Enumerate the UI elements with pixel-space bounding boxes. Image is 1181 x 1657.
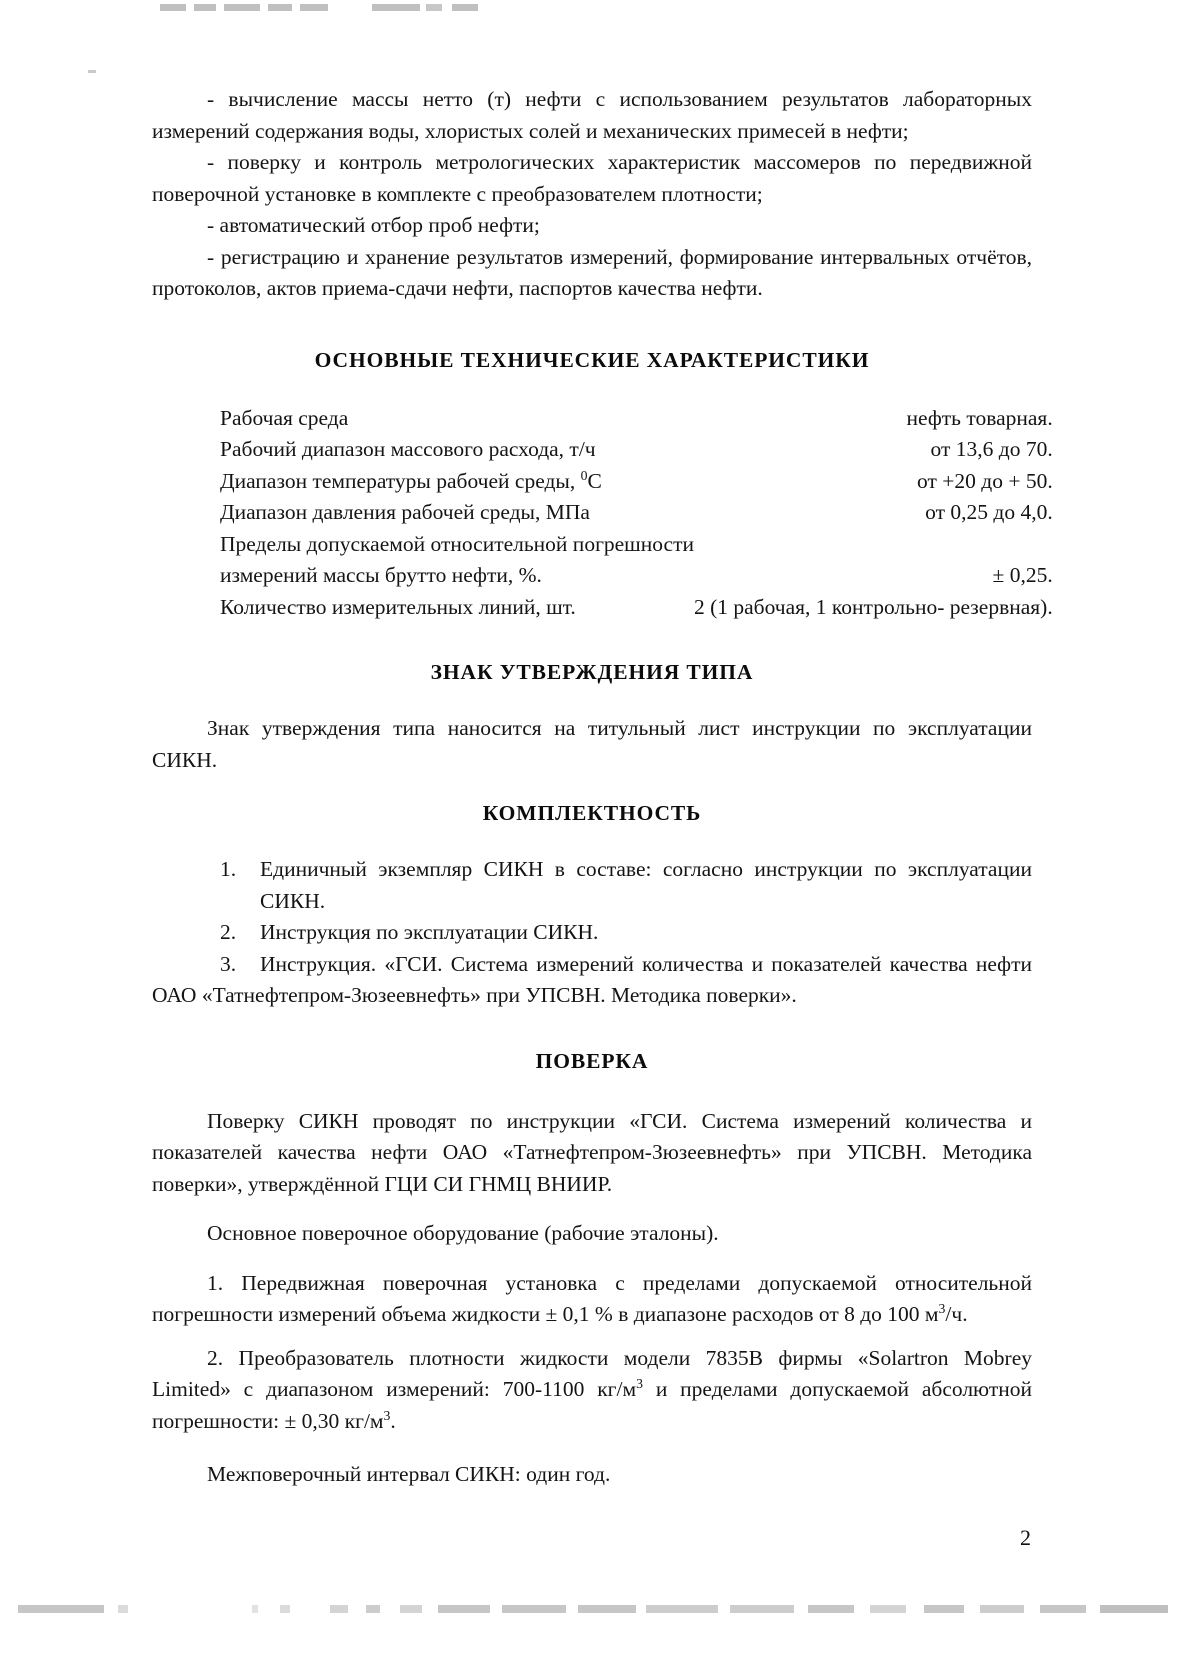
bullet-item-net-mass-calculation: - вычисление массы нетто (т) нефти с использованием результатов лабораторных измерений содержания воды, хлористых солей и механических примесей в нефти; — [152, 87, 1032, 143]
list-item-text-rest: ОАО «Татнефтепром-Зюзеевнефть» при УПСВН. Методика поверки». — [152, 983, 797, 1007]
paragraph-verification-instruction: Поверку СИКН проводят по инструкции «ГСИ. Система измерений количества и показателей качества нефти ОАО «Татнефтепром-Зюзеевнефть» при УПСВН. Методика поверки», утверждённой ГЦИ СИ ГНМЦ ВНИИР. — [152, 1108, 1032, 1196]
list-item-number: 2. — [220, 920, 237, 944]
spec-name-temperature-unit: С — [587, 468, 602, 493]
spec-name-temperature-range — [152, 466, 694, 498]
spec-name-mass-flow-range: Рабочий диапазон массового расхода, т/ч — [220, 437, 596, 461]
table-row — [152, 592, 1055, 624]
list-item-text: Инструкция по эксплуатации СИКН. — [260, 920, 599, 944]
verification-item-2-text-part2: и пределами допускаемой абсолютной погрешности: ± 0,30 кг/м — [152, 1377, 1032, 1433]
scan-artifact-bottom-edge — [18, 1605, 1168, 1613]
list-item-number: 1. — [220, 857, 237, 881]
bullet-item-verification-control: - поверку и контроль метрологических характеристик массомеров по передвижной поверочной установке в комплекте с преобразователем плотности; — [152, 150, 1032, 206]
degree-superscript: 0 — [580, 467, 588, 483]
heading-completeness: КОМПЛЕКТНОСТЬ — [482, 801, 702, 825]
table-row — [152, 434, 1055, 466]
table-row — [152, 560, 1055, 592]
bullet-item-automatic-sampling: - автоматический отбор проб нефти; — [207, 213, 540, 237]
bullet-item-registration-storage: - регистрацию и хранение результатов измерений, формирование интервальных отчётов, протоколов, актов приема-сдачи нефти, паспортов качества нефти. — [152, 244, 1032, 300]
spec-value-measuring-lines-count: 2 (1 рабочая, 1 контрольно- резервная). — [693, 594, 1053, 619]
completeness-list — [152, 854, 1032, 1012]
table-row — [152, 497, 1055, 529]
list-item-number: 3. — [220, 951, 237, 976]
spec-name-working-medium: Рабочая среда — [220, 405, 349, 430]
verification-item-1-text: 1. Передвижная поверочная установка с пределами допускаемой относительной погрешности измерений объема жидкости ± 0,1 % в диапазоне расходов от 8 до 100 м — [152, 1270, 1032, 1326]
scan-artifact-left-mark — [88, 70, 96, 73]
heading-type-approval-mark: ЗНАК УТВЕРЖДЕНИЯ ТИПА — [430, 660, 754, 684]
heading-technical-characteristics: ОСНОВНЫЕ ТЕХНИЧЕСКИЕ ХАРАКТЕРИСТИКИ — [314, 347, 870, 372]
cubic-superscript: 3 — [636, 1375, 643, 1391]
spec-name-pressure-range: Диапазон давления рабочей среды, МПа — [220, 500, 590, 524]
paragraph-verification-interval: Межповерочный интервал СИКН: один год. — [207, 1462, 611, 1486]
paragraph-verification-item-2 — [152, 1343, 1032, 1438]
spec-value-pressure-range: от 0,25 до 4,0. — [925, 500, 1053, 524]
verification-item-2-text-part1: 2. Преобразователь плотности жидкости модели 7835В фирмы «Solartron Mobrey Limited» с диапазоном измерений: 700-1100 кг/м — [152, 1345, 1032, 1401]
spec-value-mass-flow-range: от 13,6 до 70. — [930, 437, 1053, 461]
technical-specifications-table — [152, 403, 1055, 624]
spec-value-gross-mass-error: ± 0,25. — [992, 563, 1053, 587]
spec-name-measuring-lines-count: Количество измерительных линий, шт. — [220, 594, 576, 619]
spec-name-gross-mass-error: измерений массы брутто нефти, %. — [220, 563, 542, 587]
cubic-superscript: 3 — [383, 1407, 391, 1423]
table-row — [152, 529, 1055, 561]
spec-value-error-limits-line1 — [694, 529, 1055, 561]
paragraph-verification-equipment: Основное поверочное оборудование (рабочие эталоны). — [207, 1221, 719, 1245]
list-item — [152, 949, 1032, 1012]
cubic-superscript: 3 — [938, 1300, 946, 1316]
paragraph-type-approval-mark: Знак утверждения типа наносится на титульный лист инструкции по эксплуатации СИКН. — [152, 716, 1032, 772]
verification-item-1-unit: /ч. — [945, 1302, 968, 1326]
heading-verification: ПОВЕРКА — [535, 1048, 649, 1073]
spec-value-temperature-range: от +20 до + 50. — [917, 468, 1053, 493]
list-item — [152, 854, 1032, 917]
verification-item-2-text-part3: . — [390, 1408, 396, 1433]
spec-name-error-limits-line1: Пределы допускаемой относительной погрешности — [220, 531, 694, 556]
list-item-text-first-line: Инструкция. «ГСИ. Система измерений количества и показателей качества нефти — [260, 951, 1032, 976]
scan-artifact-top-edge — [160, 4, 490, 11]
spec-name-temperature-range-text: Диапазон температуры рабочей среды, — [220, 468, 581, 493]
list-item-text: Единичный экземпляр СИКН в составе: согласно инструкции по эксплуатации СИКН. — [260, 857, 1032, 913]
table-row — [152, 466, 1055, 498]
page-number: 2 — [1020, 1525, 1031, 1550]
spec-value-working-medium: нефть товарная. — [906, 405, 1053, 430]
page-body — [152, 84, 1053, 1491]
paragraph-verification-item-1 — [152, 1268, 1032, 1331]
list-item — [152, 917, 1032, 949]
table-row — [152, 403, 1055, 435]
list-item-text-wrapper — [152, 949, 1032, 1012]
